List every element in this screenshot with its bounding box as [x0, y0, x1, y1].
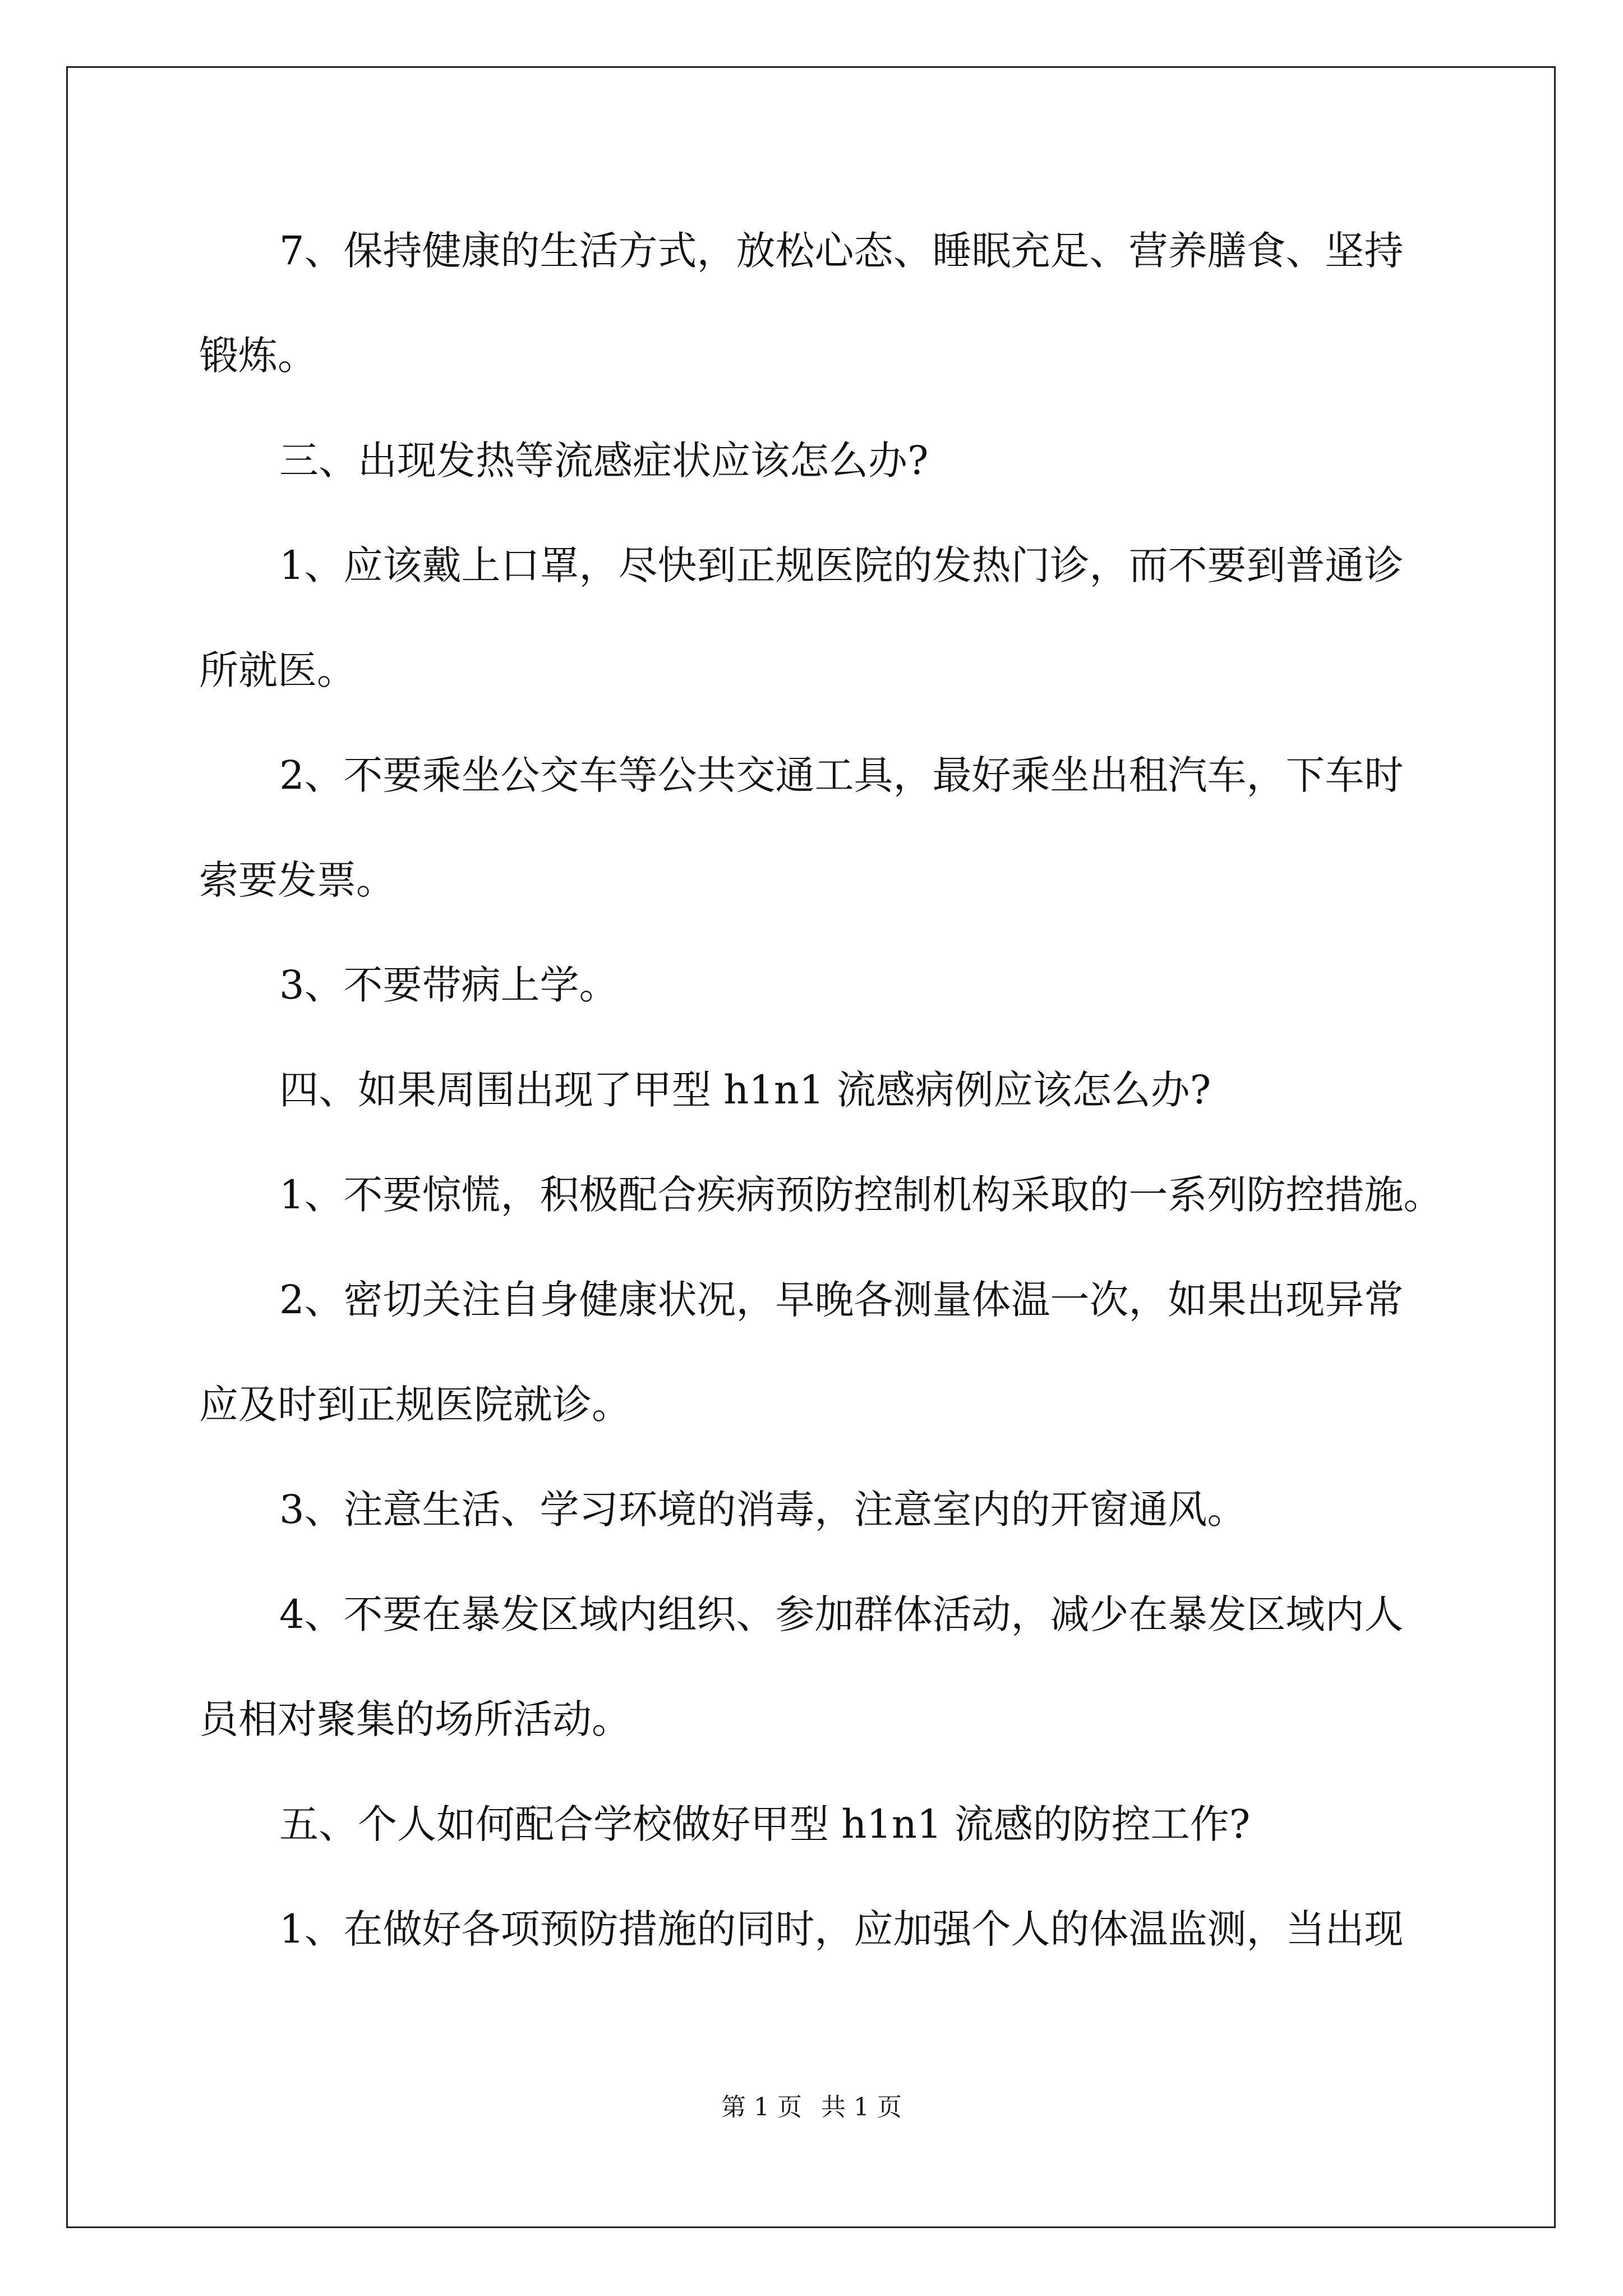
paragraph-line: 7、保持健康的生活方式，放松心态、睡眠充足、营养膳食、坚持 [279, 228, 1404, 274]
page-border [66, 66, 1556, 2228]
paragraph-line: 应及时到正规医院就诊。 [199, 1382, 631, 1428]
paragraph-line: 1、在做好各项预防措施的同时，应加强个人的体温监测，当出现 [279, 1906, 1404, 1952]
section-heading: 三、出现发热等流感症状应该怎么办? [279, 438, 929, 484]
section-heading: 五、个人如何配合学校做好甲型 h1n1 流感的防控工作? [279, 1801, 1251, 1847]
paragraph-line: 索要发票。 [199, 857, 395, 903]
page-number: 第 1 页 [721, 2093, 802, 2122]
paragraph-line: 2、不要乘坐公交车等公共交通工具，最好乘坐出租汽车，下车时 [279, 752, 1404, 798]
paragraph-line: 1、不要惊慌，积极配合疾病预防控制机构采取的一系列防控措施。 [279, 1172, 1443, 1218]
page-total: 共 1 页 [821, 2093, 902, 2122]
paragraph-line: 3、不要带病上学。 [279, 962, 619, 1008]
paragraph-line: 3、注意生活、学习环境的消毒，注意室内的开窗通风。 [279, 1487, 1247, 1533]
section-heading: 四、如果周围出现了甲型 h1n1 流感病例应该怎么办? [279, 1067, 1211, 1113]
paragraph-line: 所就医。 [199, 647, 356, 693]
paragraph-line: 员相对聚集的场所活动。 [199, 1696, 631, 1742]
paragraph-line: 1、应该戴上口罩，尽快到正规医院的发热门诊，而不要到普通诊 [279, 542, 1404, 588]
page-footer [0, 2093, 1623, 2122]
paragraph-line: 锻炼。 [199, 333, 317, 379]
paragraph-line: 2、密切关注自身健康状况，早晚各测量体温一次，如果出现异常 [279, 1277, 1404, 1323]
paragraph-line: 4、不要在暴发区域内组织、参加群体活动，减少在暴发区域内人 [279, 1591, 1404, 1637]
